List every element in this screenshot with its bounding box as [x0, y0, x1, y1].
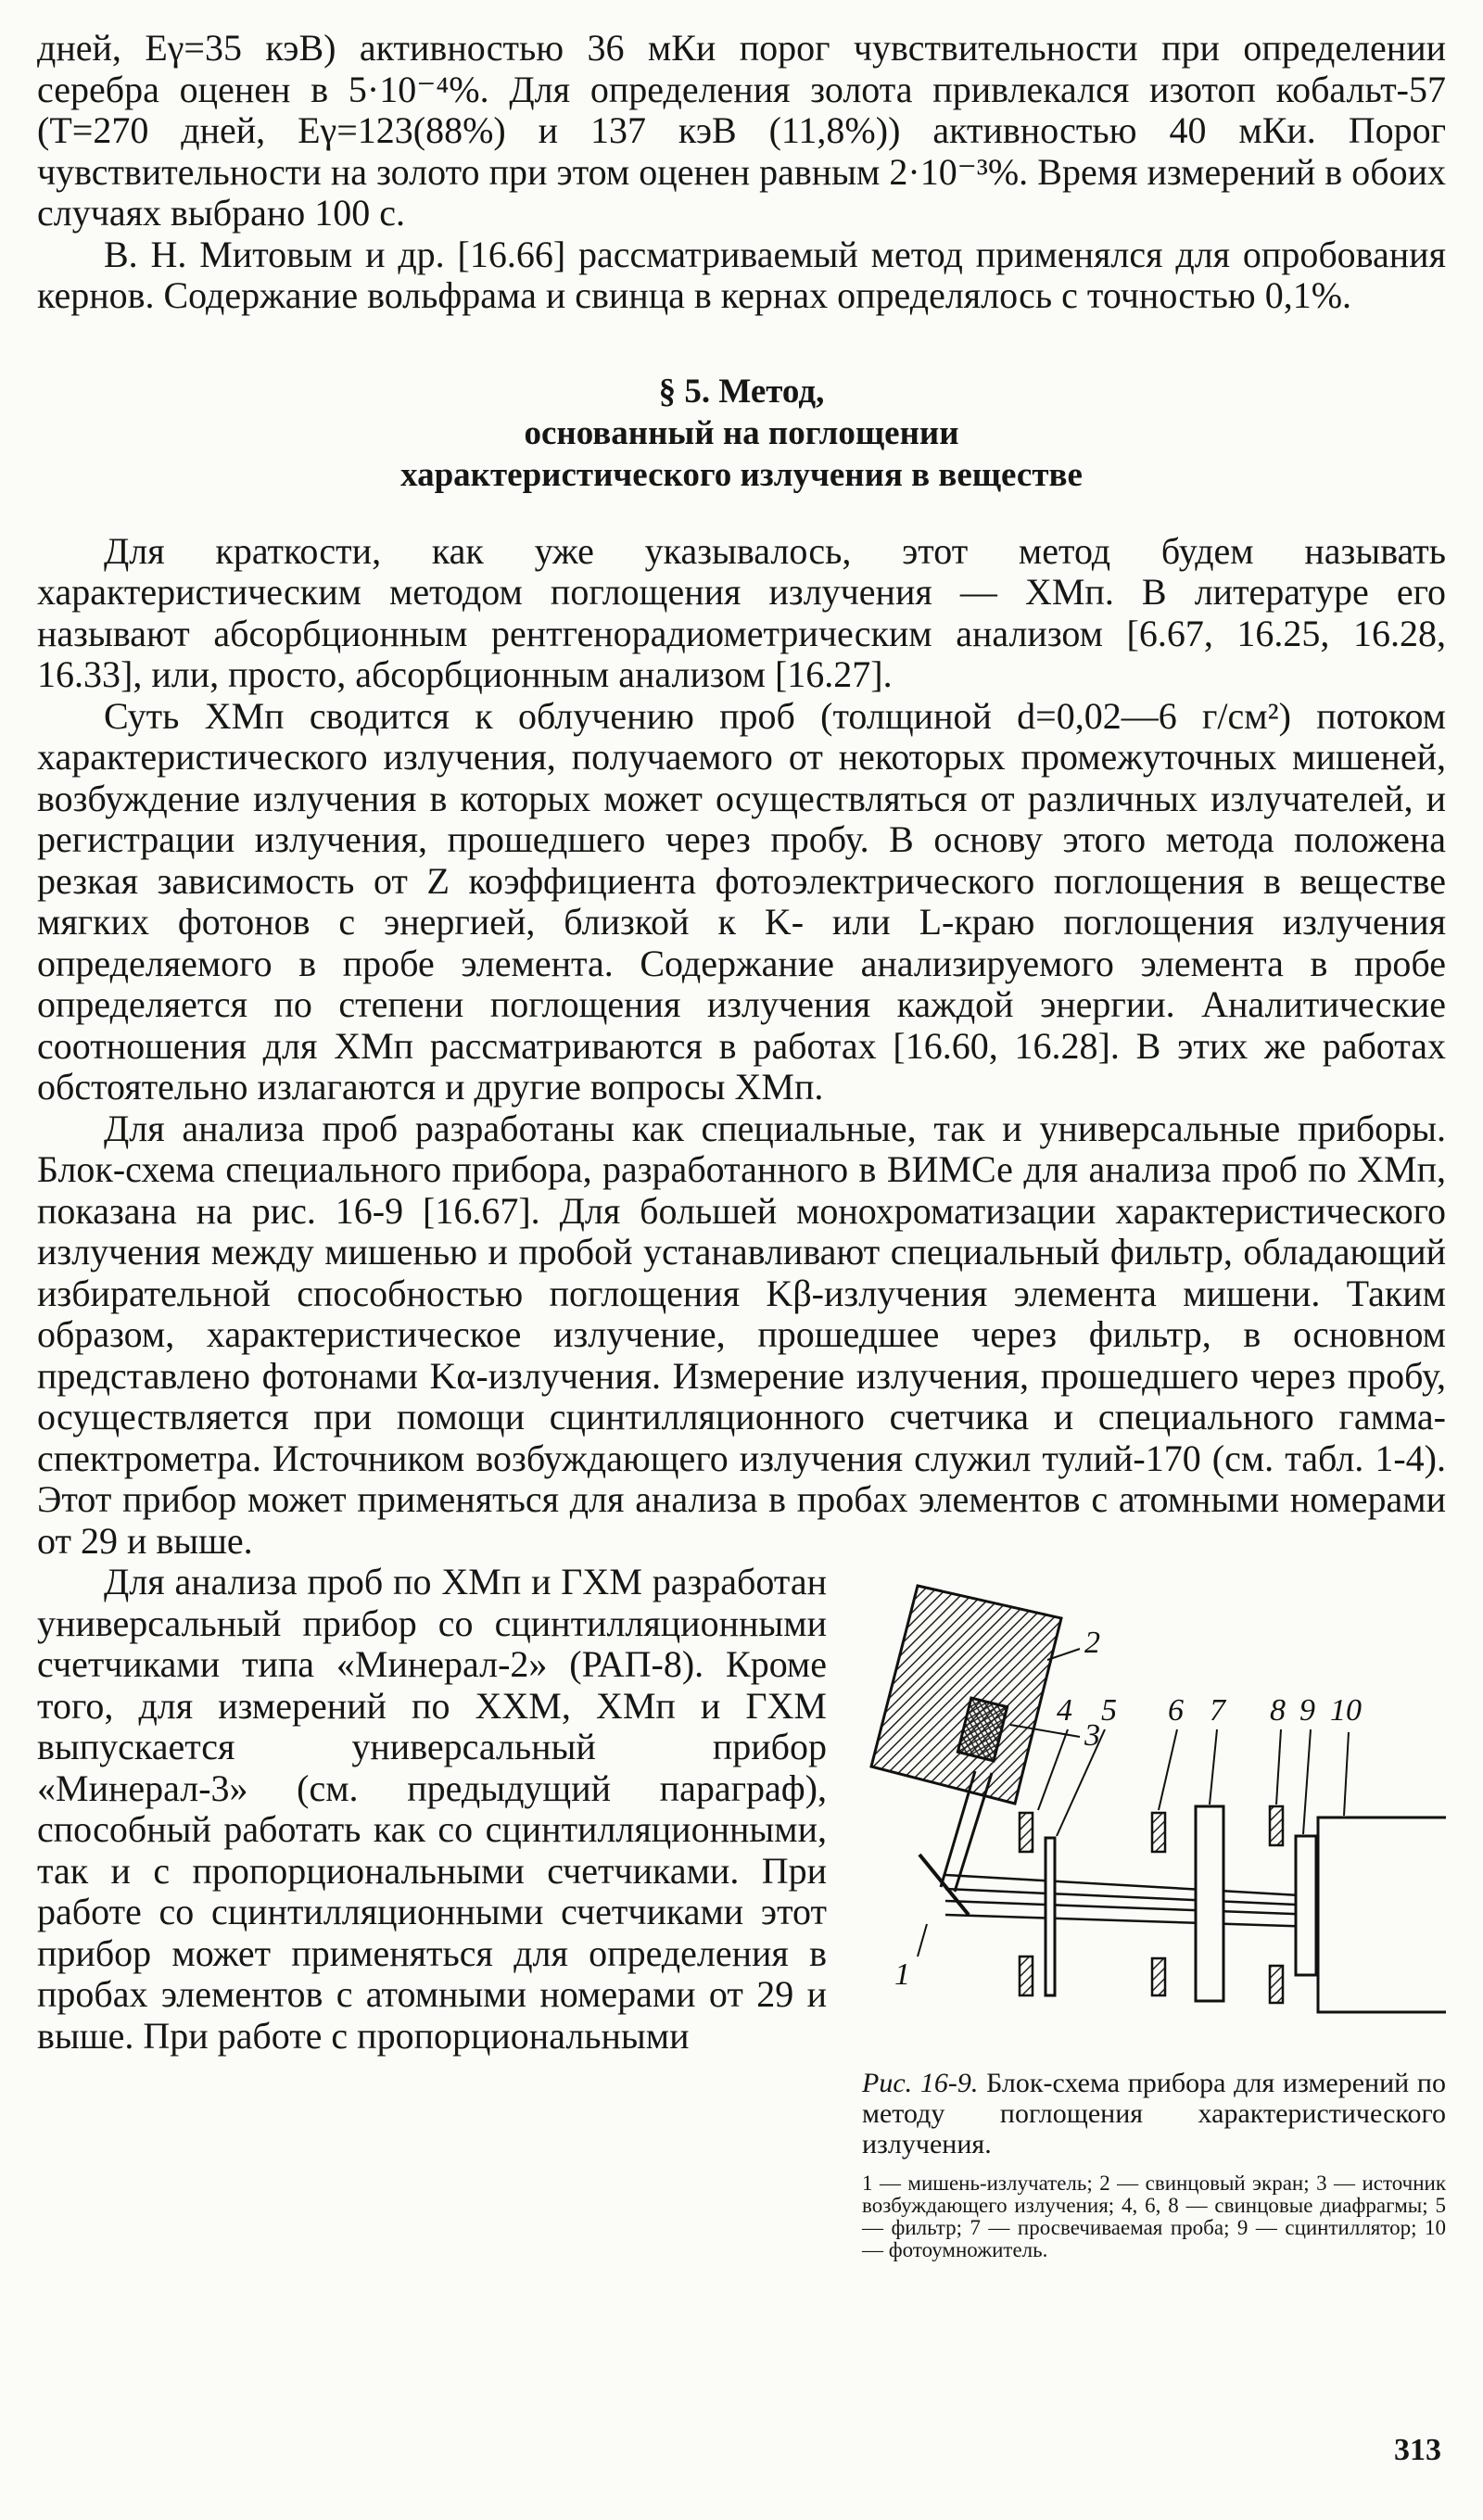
diaphragm-4-top: [1020, 1813, 1033, 1852]
diaphragm-8-top: [1270, 1806, 1283, 1845]
filter: [1046, 1838, 1055, 1995]
heading-line-3: характеристического излучения в веществе: [400, 455, 1083, 494]
caption-text: Блок-схема прибора для измерений по методу поглощения характеристического излучения.: [862, 2068, 1446, 2159]
sample: [1196, 1806, 1223, 2001]
paragraph-brevity: Для краткости, как уже указывалось, этот метод будем называть характеристическим методом поглощения излучения — ХМп. В литературе его называют абсорбционным рентгенорадиометрическим анализом [6.67, 16.25, 16.28, 16.33], или, просто, абсорбционным анализом [16.27].: [37, 529, 1446, 695]
target-emitter: [919, 1855, 969, 1915]
diaphragm-6-top: [1152, 1813, 1165, 1852]
figure-label: 10: [1330, 1693, 1362, 1728]
photomultiplier: [1318, 1817, 1446, 2012]
figure-label: 4: [1057, 1693, 1072, 1728]
diaphragm-6-bottom: [1152, 1958, 1165, 1995]
figure-label: 5: [1101, 1693, 1117, 1728]
figure-label: 9: [1299, 1693, 1315, 1728]
figure-16-9: [862, 1567, 1446, 2261]
heading-line-1: § 5. Метод,: [658, 372, 825, 411]
lead-screen: [871, 1586, 1061, 1804]
page-number: 313: [1394, 2433, 1441, 2467]
heading-line-2: основанный на поглощении: [524, 413, 959, 452]
paragraph-silver-gold: дней, Eγ=35 кэВ) активностью 36 мКи порог чувствительности при определении серебра оценен в 5·10⁻⁴%. Для определения золота привлекался изотоп кобальт-57 (T=270 дней, Eγ=123(88%) и 137 кэВ (11,8%)) активностью 40 мКи. Порог чувствительности на золото при этом оценен равным 2·10⁻³%. Время измерений в обоих случаях выбрано 100 с.: [37, 27, 1446, 234]
paragraph-universal: Для анализа проб по ХМп и ГХМ разработан универсальный прибор со сцинтилляционными счетчиками типа «Минерал-2» (РАП-8). Кроме того, для измерений по ХХМ, ХМп и ГХМ выпускается универсальный прибор «Минерал-3» (см. предыдущий параграф), способный работать как со сцинтилляционными, так и с пропорциональными счетчиками. При работе со сцинтилляционными счетчиками этот прибор может применяться для определения в пробах элементов с атомными номерами от 29 и выше. При работе с пропорциональными: [37, 1561, 827, 2057]
page: [37, 28, 1446, 2493]
scintillator: [1296, 1836, 1316, 1975]
radiation-beams: [945, 1875, 1316, 1927]
figure-label: 7: [1210, 1693, 1225, 1728]
figure-label: 2: [1084, 1626, 1100, 1660]
figure-legend: 1 — мишень-излучатель; 2 — свинцовый экран; 3 — источник возбуждающего излучения; 4, 6, 8 — свинцовые диафрагмы; 5 — фильтр; 7 — просвечиваемая проба; 9 — сцинтиллятор; 10 — фотоумножитель.: [862, 2172, 1446, 2261]
block-diagram: [862, 1567, 1446, 2049]
diaphragm-8-bottom: [1270, 1966, 1283, 2003]
figure-label: 3: [1084, 1718, 1100, 1753]
paragraph-mitov: В. Н. Митовым и др. [16.66] рассматриваемый метод применялся для опробования кернов. Содержание вольфрама и свинца в кернах определялось с точностью 0,1%.: [37, 233, 1446, 316]
figure-caption: [862, 2068, 1446, 2159]
caption-prefix: Рис. 16-9.: [862, 2068, 979, 2098]
diaphragm-4-bottom: [1020, 1956, 1033, 1995]
paragraph-devices: Для анализа проб разработаны как специальные, так и универсальные приборы. Блок-схема специального прибора, разработанного в ВИМСе для анализа проб по ХМп, показана на рис. 16-9 [16.67]. Для большей монохроматизации характеристического излучения между мишенью и пробой устанавливают специальный фильтр, обладающий избирательной способностью поглощения Kβ-излучения элемента мишени. Таким образом, характеристическое излучение, прошедшее через фильтр, в основном представлено фотонами Kα-излучения. Измерение излучения, прошедшего через пробу, осуществляется при помощи сцинтилляционного счетчика и специального гамма-спектрометра. Источником возбуждающего излучения служил тулий-170 (см. табл. 1-4). Этот прибор может применяться для анализа в пробах элементов с атомными номерами от 29 и выше.: [37, 1107, 1446, 1562]
section-heading: [37, 371, 1446, 496]
figure-label: 8: [1270, 1693, 1286, 1728]
paragraph-essence: Суть ХМп сводится к облучению проб (толщиной d=0,02—6 г/см²) потоком характеристического излучения, получаемого от некоторых промежуточных мишеней, возбуждение излучения в которых может осуществляться от различных излучателей, и регистрации излучения, прошедшего через пробу. В основу этого метода положена резкая зависимость от Z коэффициента фотоэлектрического поглощения в веществе мягких фотонов с энергией, близкой к K- или L-краю поглощения излучения определяемого в пробе элемента. Содержание анализируемого элемента в пробе определяется по степени поглощения излучения каждой энергии. Аналитические соотношения для ХМп рассматриваются в работах [16.60, 16.28]. В этих же работах обстоятельно излагаются и другие вопросы ХМп.: [37, 694, 1446, 1108]
figure-label: 6: [1168, 1693, 1184, 1728]
figure-label: 1: [894, 1957, 910, 1992]
